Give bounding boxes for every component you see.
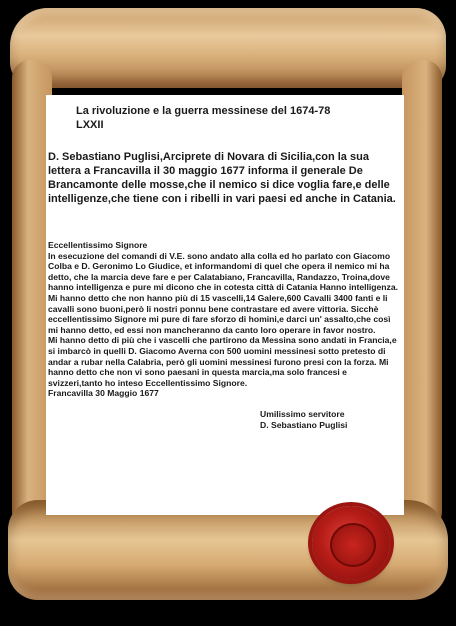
letter-paragraph: In esecuzione del comandi di V.E. sono andato alla colla ed ho parlato con Giacomo Colba e D. Geronimo Lo Giudice, et informandomi di quel che opera il nemico mi ha detto, che la marcia deve fare e per Calatabiano, Francavilla, Randazzo, Troina,dove hanno intelligenza e pure mi dicono che in cotesta città di Catania Hanno intelligenza. (48, 250, 399, 293)
document-title: La rivoluzione e la guerra messinese del 1674-78 (76, 105, 331, 117)
scroll-top-roll (10, 8, 446, 88)
document-number: LXXII (76, 119, 104, 131)
letter-signer: D. Sebastiano Puglisi (260, 419, 348, 430)
letter-paragraph: Mi hanno detto di più che i vascelli che partirono da Messina sono andati in Francia,e si imbarcò in quelli D. Giacomo Averna con 500 uomini messinesi sotto pretesto di andar a rubar nella Calabria, però gli uomini messinesi furono presi con la forza. Mi hanno detto che non vi sono paesani in questa marcia,ma solo francesi e svizzeri,tanto ho inteso Eccellentissimo Signore. (48, 335, 397, 388)
wax-seal-icon (312, 506, 390, 580)
letter-place-date: Francavilla 30 Maggio 1677 (48, 388, 159, 399)
scroll-right-edge (402, 60, 442, 530)
letter-paragraph: Mi hanno detto che non hanno più di 15 vascelli,14 Galere,600 Cavalli 3400 fanti e li cavalli sono buoni,però li nostri ponnu bene contrastare ed avere vittoria. Sicchè eccellentissimo Signore mi pure di fare sforzo di homini,e darci un' assalto,che così mi hanno detto, ed essi non mancheranno da canto loro operare in favor nostro. (48, 292, 391, 335)
wax-seal-emblem (330, 523, 376, 567)
letter-salutation: Eccellentissimo Signore (48, 240, 148, 250)
document-intro: D. Sebastiano Puglisi,Arciprete di Novara di Sicilia,con la sua lettera a Francavilla il 30 maggio 1677 informa il generale De Brancamonte delle mosse,che il nemico si dice voglia fare,e delle intelligenze,che tiene con i ribelli in vari paesi ed anche in Catania. (48, 151, 396, 205)
letter-signature (260, 409, 400, 431)
letter-body (48, 240, 400, 399)
document-content (48, 104, 400, 431)
letter-closing: Umilissimo servitore (260, 408, 345, 419)
document-header (76, 104, 400, 132)
